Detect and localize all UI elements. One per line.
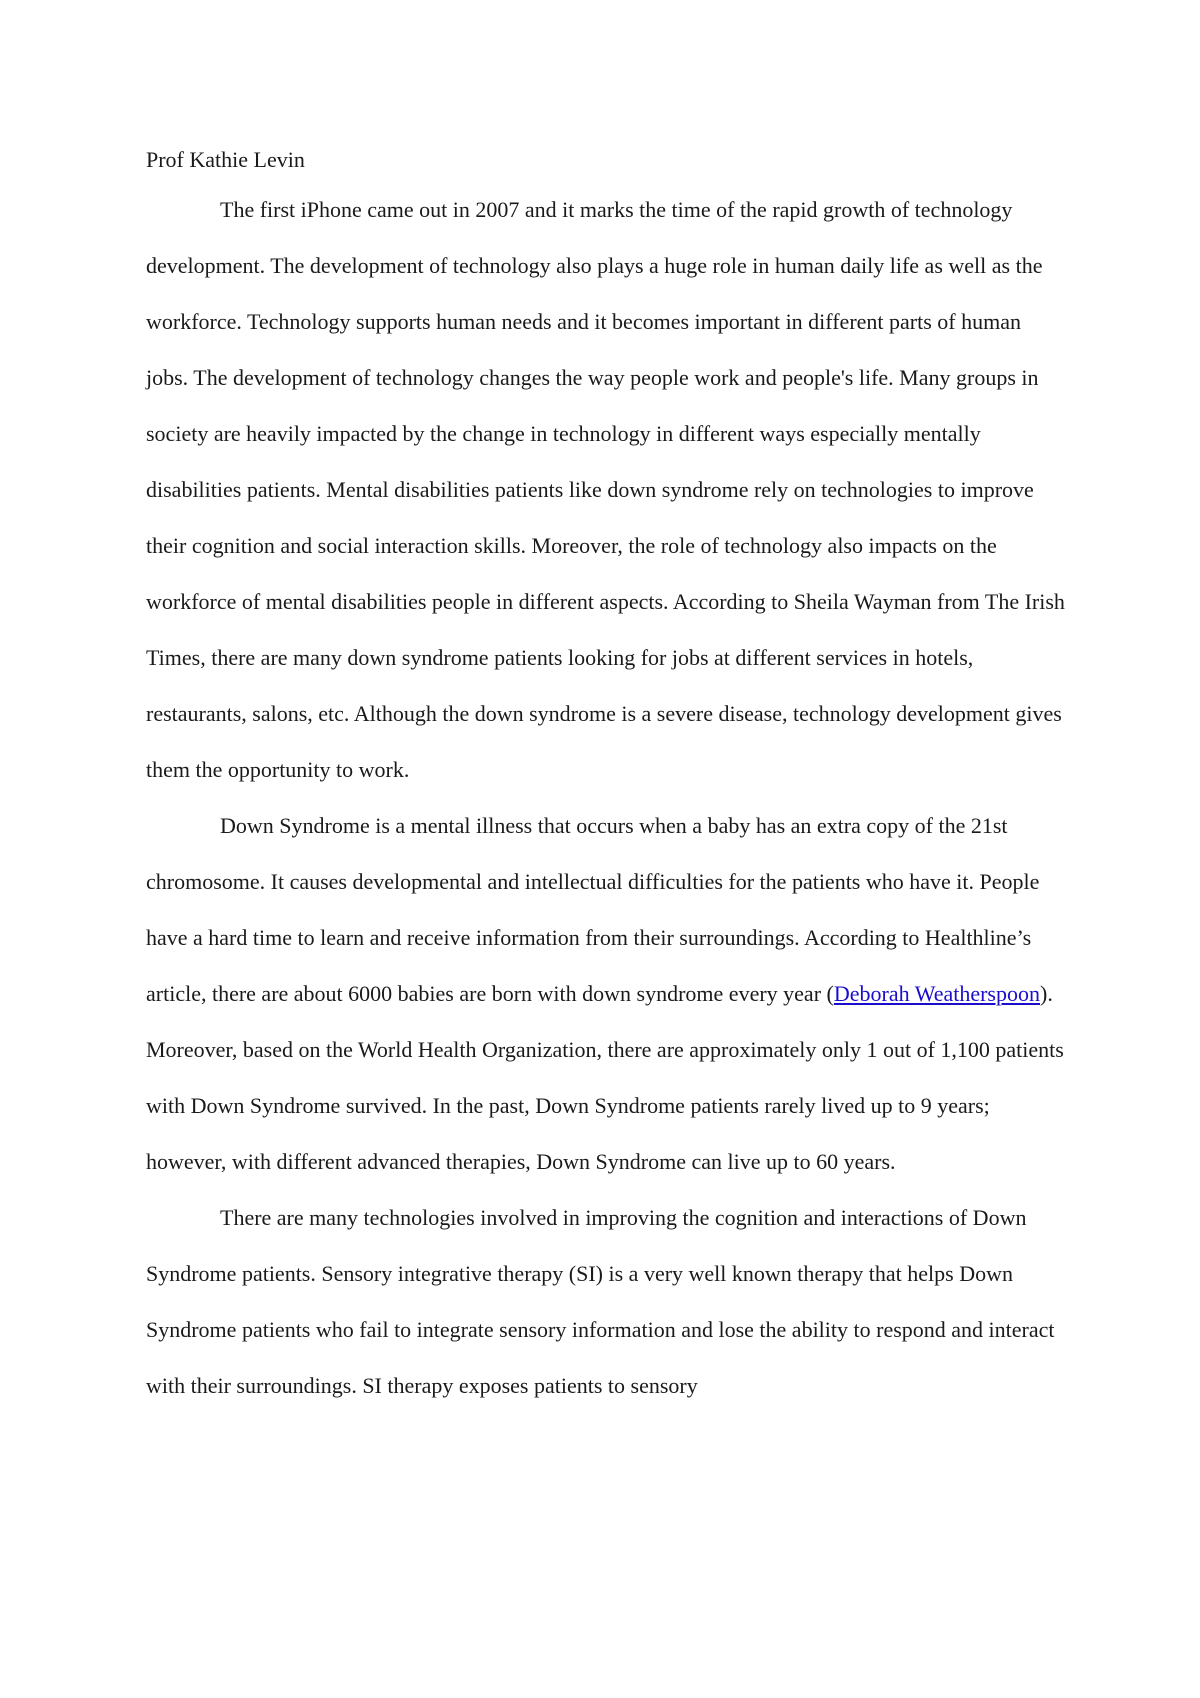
paragraph-3: There are many technologies involved in improving the cognition and interactions of Down Syndrome patients. Sensory integrative therapy (SI) is a very well known therapy that helps Down Syndrome patients who fail to integrate sensory information and lose the ability to respond and interact with their surroundings. SI therapy exposes patients to sensory (146, 1205, 1055, 1398)
paragraph-2 (146, 798, 1066, 1190)
paragraph-2-text-after-link: ). Moreover, based on the World Health Organization, there are approximately only 1 out of 1,100 patients with Down Syndrome survived. In the past, Down Syndrome patients rarely lived up to 9 years; however, with different advanced therapies, Down Syndrome can live up to 60 years. (146, 981, 1064, 1174)
document-body (146, 140, 1066, 1414)
header-instructor-name: Prof Kathie Levin (146, 147, 305, 172)
paragraph-2-text-before-link: Down Syndrome is a mental illness that occurs when a baby has an extra copy of the 21st chromosome. It causes developmental and intellectual difficulties for the patients who have it. People have a hard time to learn and receive information from their surroundings. According to Healthline’s article, there are about 6000 babies are born with down syndrome every year ( (146, 813, 1040, 1006)
citation-link[interactable]: Deborah Weatherspoon (833, 981, 1040, 1006)
paragraph-1: The first iPhone came out in 2007 and it marks the time of the rapid growth of technology development. The development of technology also plays a huge role in human daily life as well as the workforce. Technology supports human needs and it becomes important in different parts of human jobs. The development of technology changes the way people work and people's life. Many groups in society are heavily impacted by the change in technology in different ways especially mentally disabilities patients. Mental disabilities patients like down syndrome rely on technologies to improve their cognition and social interaction skills. Moreover, the role of technology also impacts on the workforce of mental disabilities people in different aspects. According to Sheila Wayman from The Irish Times, there are many down syndrome patients looking for jobs at different services in hotels, restaurants, salons, etc. Although the down syndrome is a severe disease, technology development gives them the opportunity to work. (146, 197, 1065, 782)
